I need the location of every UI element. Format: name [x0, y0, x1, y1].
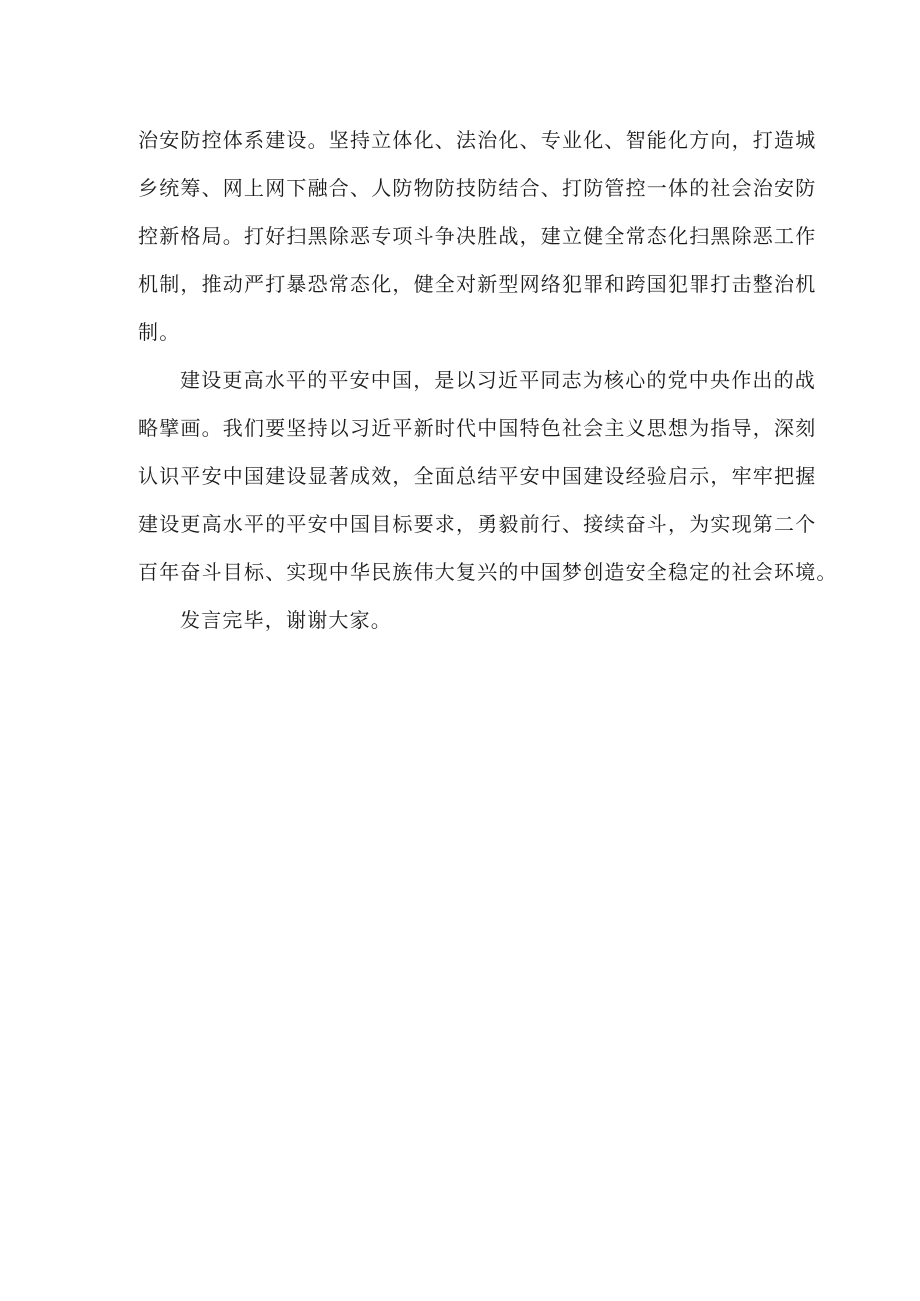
- text-line: 乡统筹、网上网下融合、人防物防技防结合、打防管控一体的社会治安防: [138, 176, 817, 200]
- closing-remark: 发言完毕，谢谢大家。: [180, 608, 392, 632]
- text-line: 建设更高水平的平安中国，是以习近平同志为核心的党中央作出的战: [180, 368, 816, 392]
- text-line: 控新格局。打好扫黑除恶专项斗争决胜战，建立健全常态化扫黑除恶工作: [138, 224, 817, 248]
- text-line: 建设更高水平的平安中国目标要求，勇毅前行、接续奋斗，为实现第二个: [138, 512, 817, 536]
- paragraph-safe-china: [138, 362, 838, 602]
- document-body: [138, 122, 838, 650]
- paragraph-security-system: [138, 122, 817, 362]
- text-line: 治安防控体系建设。坚持立体化、法治化、专业化、智能化方向，打造城: [138, 128, 817, 152]
- paragraph-closing: [138, 602, 790, 650]
- text-line: 百年奋斗目标、实现中华民族伟大复兴的中国梦创造安全稳定的社会环境。: [138, 560, 838, 584]
- text-line: 机制，推动严打暴恐常态化，健全对新型网络犯罪和跨国犯罪打击整治机: [138, 272, 817, 296]
- text-line: 制。: [138, 320, 181, 344]
- text-line: 略擘画。我们要坚持以习近平新时代中国特色社会主义思想为指导，深刻: [138, 416, 817, 440]
- text-line: 认识平安中国建设显著成效，全面总结平安中国建设经验启示，牢牢把握: [138, 464, 817, 488]
